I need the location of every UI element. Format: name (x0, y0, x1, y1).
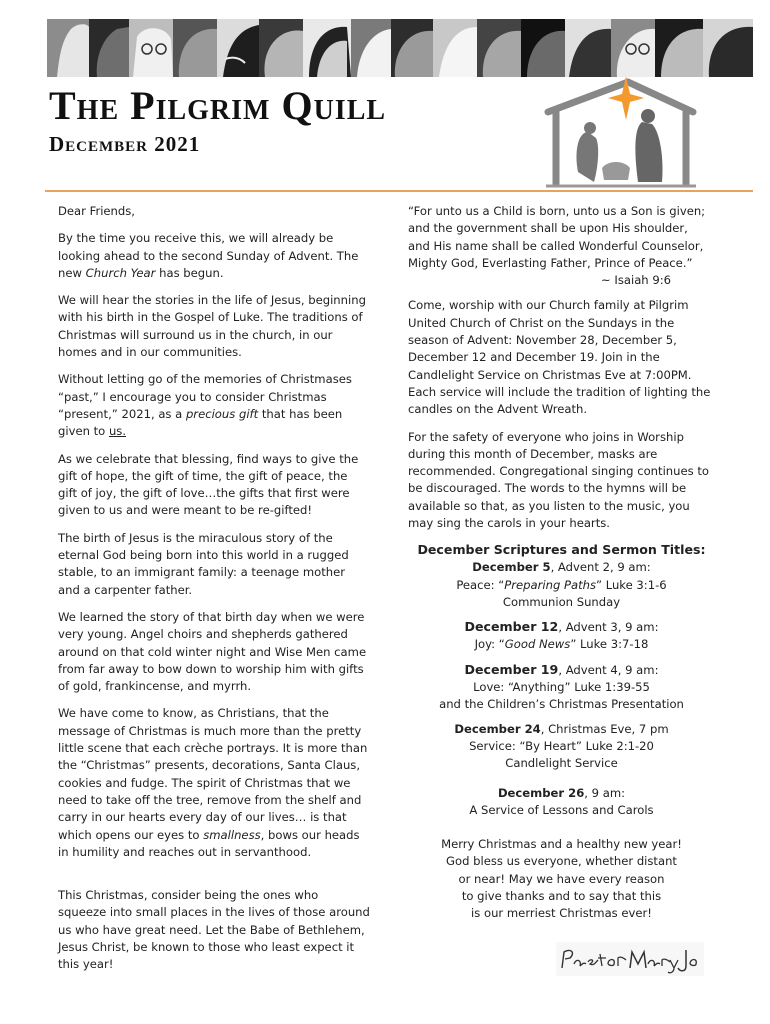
sermon-schedule (410, 541, 713, 826)
safety-paragraph: For the safety of everyone who joins in Worship during this month of December, masks are recommended. Congregational singing continues to be discouraged. The words to the hymns will be available so that, as you listen to the music, you may sing the carols in your hearts. (408, 429, 709, 531)
schedule-entry: December 26, 9 am: A Service of Lessons and Carols (469, 785, 654, 817)
faces-banner-icon (47, 19, 753, 77)
greeting: Dear Friends, (58, 204, 135, 218)
pastor-letter (58, 203, 370, 984)
letter-paragraph: We have come to know, as Christians, that the message of Christmas is much more than the pretty little scene that each crèche portrays. It is more than the “Christmas” presents, decorations, Santa Claus, cookies and fudge. The spirit of Christmas that we need to take off the tree, remove from the shelf and carry in our hearts every day of our lives… is that which opens our eyes to smallness, bows our heads in humility and reaches out in servanthood. (58, 706, 368, 859)
schedule-entry: December 12, Advent 3, 9 am: Joy: “Good News” Luke 3:7-18 (464, 619, 659, 652)
schedule-entry: December 5, Advent 2, 9 am: Peace: “Preparing Paths” Luke 3:1-6 Communion Sunday (456, 560, 667, 609)
letter-paragraph: This Christmas, consider being the ones who squeeze into small places in the lives of those around us who have great need. Let the Babe of Bethlehem, Jesus Christ, be known to those who least expect it this year! (58, 888, 370, 972)
closing-blessing: Merry Christmas and a healthy new year! God bless us everyone, whether distant or near! May we have every reason to give thanks and to say that this is our merriest Christmas ever! (441, 837, 682, 921)
letter-paragraph: The birth of Jesus is the miraculous story of the eternal God being born into this world in a rugged stable, to an immigrant family: a teenage mother and a carpenter father. (58, 530, 349, 597)
letter-paragraph: We will hear the stories in the life of Jesus, beginning with his birth in the Gospel of Luke. The traditions of Christmas will surround us in the church, in our homes and in our communities. (58, 293, 366, 360)
schedule-entry: December 24, Christmas Eve, 7 pm Service: “By Heart” Luke 2:1-20 Candlelight Service (454, 721, 669, 771)
right-column (408, 203, 711, 542)
scripture-reference: ~ Isaiah 9:6 (601, 273, 671, 288)
letter-paragraph: By the time you receive this, we will already be looking ahead to the second Sunday of Advent. The new Church Year has begun. (58, 231, 359, 280)
worship-paragraph: Come, worship with our Church family at Pilgrim United Church of Christ on the Sundays in the season of Advent: November 28, December 5, December 12 and December 19. Join in the Candlelight Service on Christmas Eve at 7:00PM. Each service will include the tradition of lighting the candles on the Advent Wreath. (408, 298, 711, 417)
letter-paragraph: As we celebrate that blessing, find ways to give the gift of hope, the gift of time, the gift of peace, the gift of joy, the gift of love…the gifts that first were given to us and were meant to be re-gifted! (58, 451, 359, 518)
schedule-entry: December 19, Advent 4, 9 am: Love: “Anything” Luke 1:39-55 and the Children’s Christmas Presentation (439, 661, 684, 712)
pastor-signature (556, 942, 704, 976)
letter-paragraph: Without letting go of the memories of Christmases “past,” I encourage you to consider Christmas “present,” 2021, as a precious gift that has been given to us. (58, 372, 352, 439)
header-divider (45, 190, 753, 192)
newsletter-title: The Pilgrim Quill (49, 83, 387, 128)
schedule-heading: December Scriptures and Sermon Titles: (417, 542, 706, 557)
issue-date: December 2021 (49, 132, 201, 156)
nativity-star-icon (538, 72, 698, 192)
scripture-quote: “For unto us a Child is born, unto us a Son is given; and the government shall be upon His shoulder, and His name shall be called Wonderful Counselor, Mighty God, Everlasting Father, Prince of Peace.” ~ Isaiah 9:6 (408, 203, 711, 289)
letter-paragraph: We learned the story of that birth day when we were very young. Angel choirs and shepherds gathered around on that cold winter night and Wise Men came from far away to bow down to worship him with gifts of gold, frankincense, and myrrh. (58, 609, 367, 694)
